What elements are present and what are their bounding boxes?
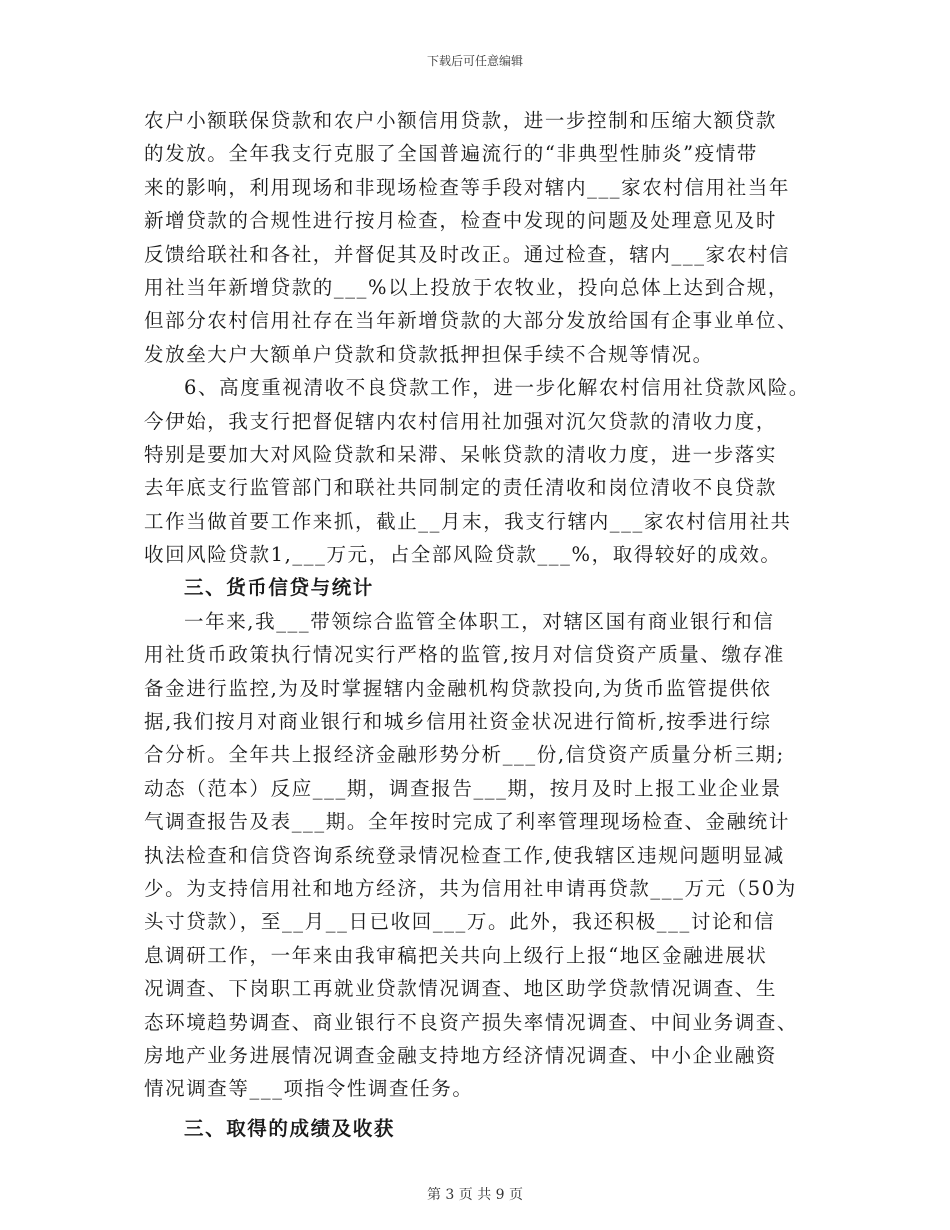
text-line: 今伊始，我支行把督促辖内农村信用社加强对沉欠贷款的清收力度， [144,409,778,433]
text-line: 执法检查和信贷咨询系统登录情况检查工作,使我辖区违规问题明显减 [144,843,785,867]
text-line: 用社当年新增贷款的___%以上投放于农牧业，投向总体上达到合规， [144,275,789,299]
text-line: 备金进行监控,为及时掌握辖内金融机构贷款投向,为货币监管提供依 [144,676,772,700]
text-line: 头寸贷款），至__月__日已收回___万。此外，我还积极___讨论和信 [144,910,776,934]
text-line: 反馈给联社和各社，并督促其及时改正。通过检查，辖内___家农村信 [144,242,790,266]
text-line: 情况调查等___项指令性调查任务。 [144,1077,474,1101]
text-line: 况调查、下岗职工再就业贷款情况调查、地区助学贷款情况调查、生 [144,977,778,1001]
text-line: 工作当做首要工作来抓，截止__月末，我支行辖内___家农村信用社共 [144,509,792,533]
text-line: 房地产业务进展情况调查金融支持地方经济情况调查、中小企业融资 [144,1043,778,1067]
text-line: 少。为支持信用社和地方经济，共为信用社申请再贷款___万元（50为 [144,876,797,900]
text-line: 6、高度重视清收不良贷款工作，进一步化解农村信用社贷款风险。 [184,376,810,400]
text-line: 用社货币政策执行情况实行严格的监管,按月对信贷资产质量、缴存准 [144,643,785,667]
text-line: 农户小额联保贷款和农户小额信用贷款，进一步控制和压缩大额贷款 [144,109,778,132]
section-heading: 三、货币信贷与统计 [184,576,374,600]
text-line: 收回风险贷款1,___万元，占全部风险贷款___%，取得较好的成效。 [144,543,782,567]
text-line: 合分析。全年共上报经济金融形势分析___份,信贷资产质量分析三期; [144,743,785,767]
text-line: 气调查报告及表___期。全年按时完成了利率管理现场检查、金融统计 [144,810,790,834]
text-line: 态环境趋势调查、商业银行不良资产损失率情况调查、中间业务调查、 [144,1010,799,1034]
document-body [144,104,824,1145]
text-line: 发放垒大户大额单户贷款和贷款抵押担保手续不合规等情况。 [144,342,714,366]
text-line: 的发放。全年我支行克服了全国普遍流行的“非典型性肺炎”疫情带 [144,142,758,166]
text-line: 来的影响，利用现场和非现场检查等手段对辖内___家农村信用社当年 [144,175,790,199]
text-line: 息调研工作，一年来由我审稿把关共向上级行上报“地区金融进展状 [144,943,768,967]
text-line: 一年来,我___带领综合监管全体职工，对辖区国有商业银行和信 [184,609,775,633]
text-line: 但部分农村信用社存在当年新增贷款的大部分发放给国有企事业单位、 [144,309,799,333]
page-footer: 第 3 页 共 9 页 [426,1187,524,1203]
page-header: 下载后可任意编辑 [426,54,523,68]
text-line: 新增贷款的合规性进行按月检查，检查中发现的问题及处理意见及时 [144,209,778,233]
section-heading: 三、取得的成绩及收获 [184,1116,396,1140]
text-line: 去年底支行监管部门和联社共同制定的责任清收和岗位清收不良贷款 [144,476,778,500]
text-line: 特别是要加大对风险贷款和呆滞、呆帐贷款的清收力度，进一步落实 [144,442,778,466]
text-line: 据,我们按月对商业银行和城乡信用社资金状况进行简析,按季进行综 [144,710,772,734]
text-line: 动态（范本）反应___期，调查报告___期，按月及时上报工业企业景 [144,776,782,800]
